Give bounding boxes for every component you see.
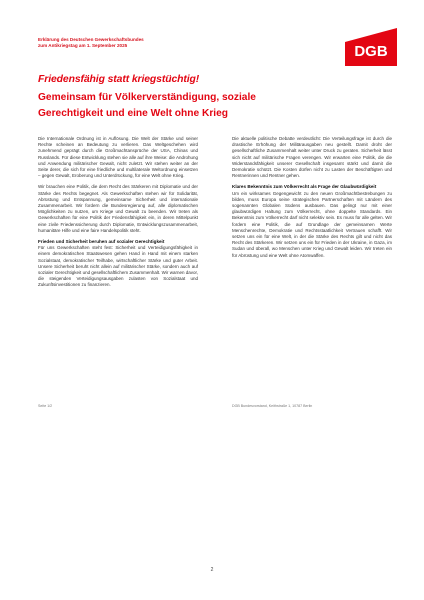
footer-right: DGB Bundesvorstand, Keithstraße 1, 10787 Berlin [232,404,313,408]
right-column [232,136,392,264]
title-block [38,90,368,121]
right-paragraph-1: Die aktuelle politische Debatte verdeutlicht: Die Verteilungsfrage ist durch die drastische Erhöhung der Militärausgaben neu gestellt. Damit droht der gesellschaftliche Zusammenhalt weiter unter Druck zu geraten. Sicherheit lässt sich nicht auf militärische Fragen verengen. Wir erwarten eine Politik, die die Widerstandsfähigkeit unserer Gesellschaft insgesamt stärkt und damit die Demokratie schützt. Die Kosten dürfen nicht zu Lasten der Beschäftigten und Rentnerinnen und Rentner gehen. [232,136,392,179]
logo-text: DGB [354,43,388,60]
left-paragraph-1: Die Internationale Ordnung ist in Auflösung. Die Welt der Stärke und seiner Rechte scheinen an Bedeutung zu verlieren. Das Weltgeschehen wird zunehmend geprägt durch die Großmachtansprüche der USA, Chinas und Russlands. Für diese Entwicklung stehen sie alle auf ihre Weise: die Androhung und Anwendung militärischer Gewalt, nicht zuletzt. Wir stehen weiter an der Seite derer, die sich für eine friedliche und multilaterale Weltordnung einsetzen – gegen Gewalt, Eroberung und Unterdrückung, für eine Welt ohne Krieg. [38,136,198,179]
header-line-2: zum Antikriegstag am 1. September 2025 [38,43,128,49]
left-heading-1: Frieden und Sicherheit beruhen auf sozialer Gerechtigkeit [38,239,165,245]
title-line-2: Gemeinsam für Völkerverständigung, soziale [38,92,256,103]
footer-left: Seite 1/2 [38,404,53,408]
right-heading-1: Klares Bekenntnis zum Völkerrecht als Frage der Glaubwürdigkeit [232,184,377,190]
title-line-1: Friedensfähig statt kriegstüchtig! [38,74,200,85]
dgb-logo [345,22,397,66]
header-line-1: Erklärung des Deutschen Gewerkschaftsbundes [38,37,144,42]
left-paragraph-3: Für uns Gewerkschaften steht fest: Sicherheit und Verteidigungsfähigkeit in einem demokratischen Staatswesen gehen Hand in Hand mit einem starken Sozialstaat, demokratischer Teilhabe, wirtschaftlicher Stärke und guter Arbeit. Unsere Sicherheit beruht nicht allein auf militärischer Stärke, sondern auch auf sozialer Gerechtigkeit und gesellschaftlichem Zusammenhalt. Wir warnen davor, die steigenden Verteidigungsausgaben zulasten von Sozialstaat und Zukunftsinvestitionen zu finanzieren. [38,245,198,288]
title-line-3: Gerechtigkeit und eine Welt ohne Krieg [38,107,229,119]
left-paragraph-2: Wir brauchen eine Politik, die dem Recht des Stärkeren mit Diplomatie und der Stärke des Rechts begegnet. Als Gewerkschaften stehen wir für Solidarität, Abrüstung und Entspannung, gemeinsame Sicherheit und internationale Zusammenarbeit. Wir fordern die Bundesregierung auf, alle diplomatischen Möglichkeiten zu nutzen, um Kriege und Gewalt zu beenden. Wir treten als Gewerkschaften für eine Politik der Friedensfähigkeit ein, in deren Mittelpunkt eine zivile Friedenssicherung durch Diplomatie, Entwicklungszusammenarbeit, humanitäre Hilfe und eine faire Handelspolitik steht. [38,184,198,233]
left-column [38,136,198,294]
header-subtitle [38,37,238,49]
right-paragraph-2: Um ein wirksames Gegengewicht zu den neuen Großmachtbestrebungen zu bilden, muss Europa seine strategischen Partnerschaften mit Ländern des sogenannten Globalen Südens ausbauen. Das gelingt nur mit einer glaubwürdigen Haltung zum Völkerrecht, ohne doppelte Standards. Ein Bekenntnis zum Völkerrecht darf nicht selektiv sein. Es muss für alle gelten. Wir fordern eine Politik, die auf Grundlage der gemeinsamen Werte Menschenrechte, Demokratie und Rechtsstaatlichkeit Vertrauen schafft. Wir setzen uns ein für eine Welt, in der die Stärke des Rechts gilt und nicht das Recht des Stärkeren. Wir setzen uns ein für Frieden in der Ukraine, in Gaza, im Sudan und überall, wo Menschen unter Krieg und Gewalt leiden. Wir treten ein für Abrüstung und eine Welt ohne Atomwaffen. [232,190,392,258]
page-number: 2 [210,567,214,573]
